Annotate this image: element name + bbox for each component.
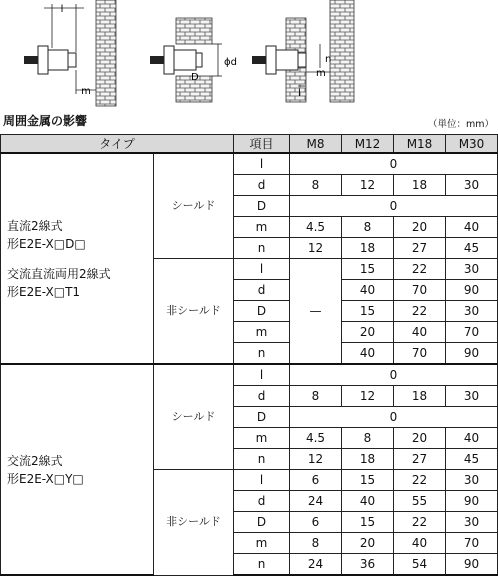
item-cell: d <box>234 386 290 407</box>
diagram-sensor-wall-distance <box>24 0 116 106</box>
value-cell: 22 <box>394 259 446 280</box>
value-cell: 30 <box>446 470 498 491</box>
value-cell: 4.5 <box>290 428 342 449</box>
diagram-side-and-front-metal <box>252 0 354 102</box>
item-cell: n <box>234 238 290 259</box>
value-cell: 24 <box>290 491 342 512</box>
value-cell: 18 <box>394 386 446 407</box>
table-row <box>1 153 498 175</box>
value-cell: 20 <box>394 428 446 449</box>
value-cell: 8 <box>342 428 394 449</box>
unit-note: （単位：mm） <box>427 119 494 130</box>
value-cell: 8 <box>342 217 394 238</box>
value-cell: 27 <box>394 449 446 470</box>
value-cell: 30 <box>446 175 498 196</box>
item-cell: d <box>234 491 290 512</box>
value-cell: 8 <box>290 533 342 554</box>
item-cell: d <box>234 175 290 196</box>
group-name-cell <box>1 153 154 364</box>
value-cell: 40 <box>394 322 446 343</box>
group-name-line <box>7 253 153 265</box>
group-name-cell <box>1 364 154 575</box>
item-cell: m <box>234 217 290 238</box>
value-cell: 4.5 <box>290 217 342 238</box>
value-cell: 40 <box>446 428 498 449</box>
value-cell: 12 <box>342 386 394 407</box>
item-cell: m <box>234 533 290 554</box>
fig3-label-n: n <box>325 54 332 65</box>
value-cell-span: 0 <box>290 407 498 428</box>
header-item: 項目 <box>234 135 290 154</box>
value-cell: 20 <box>342 533 394 554</box>
diagram-mounting-hole <box>150 18 237 102</box>
value-cell: 22 <box>394 301 446 322</box>
value-cell: 22 <box>394 470 446 491</box>
group-name-line: 直流2線式 <box>7 218 63 233</box>
value-cell: 15 <box>342 512 394 533</box>
value-cell: 6 <box>290 512 342 533</box>
value-cell-na: — <box>290 259 342 365</box>
value-cell: 70 <box>394 343 446 365</box>
item-cell: D <box>234 512 290 533</box>
value-cell: 18 <box>342 238 394 259</box>
header-m12: M12 <box>342 135 394 154</box>
value-cell: 90 <box>446 491 498 512</box>
value-cell: 40 <box>342 280 394 301</box>
header-m8: M8 <box>290 135 342 154</box>
item-cell: D <box>234 407 290 428</box>
item-cell: n <box>234 343 290 365</box>
value-cell: 18 <box>342 449 394 470</box>
fig3-label-m: m <box>316 68 326 79</box>
fig3-label-l: l <box>298 88 301 99</box>
value-cell: 8 <box>290 175 342 196</box>
value-cell: 12 <box>290 449 342 470</box>
fig1-label-l: l <box>60 4 64 15</box>
item-cell: D <box>234 301 290 322</box>
value-cell: 40 <box>342 343 394 365</box>
value-cell: 12 <box>342 175 394 196</box>
item-cell: n <box>234 449 290 470</box>
value-cell: 15 <box>342 301 394 322</box>
item-cell: n <box>234 554 290 576</box>
value-cell: 54 <box>394 554 446 576</box>
value-cell: 15 <box>342 259 394 280</box>
item-cell: D <box>234 196 290 217</box>
subtype-cell: シールド <box>154 153 234 259</box>
table-header-row <box>1 135 498 154</box>
item-cell: l <box>234 470 290 491</box>
group-name-line: 交流直流両用2線式 <box>7 266 111 281</box>
group-name-line: 形E2E-X□D□ <box>7 236 86 251</box>
value-cell-span: 0 <box>290 153 498 175</box>
value-cell: 8 <box>290 386 342 407</box>
item-cell: l <box>234 153 290 175</box>
table-row <box>1 364 498 386</box>
fig1-label-m: m <box>81 86 91 97</box>
subtype-cell: 非シールド <box>154 259 234 365</box>
value-cell-span: 0 <box>290 364 498 386</box>
group-name-line: 交流2線式 <box>7 453 63 468</box>
item-cell: d <box>234 280 290 301</box>
value-cell: 70 <box>446 533 498 554</box>
value-cell: 40 <box>342 491 394 512</box>
value-cell: 30 <box>446 512 498 533</box>
value-cell: 20 <box>394 217 446 238</box>
value-cell: 90 <box>446 280 498 301</box>
value-cell: 18 <box>394 175 446 196</box>
value-cell: 40 <box>446 217 498 238</box>
fig2-label-D: D <box>191 72 199 83</box>
fig2-label-phi-d: ϕd <box>224 57 237 68</box>
value-cell: 45 <box>446 449 498 470</box>
value-cell: 12 <box>290 238 342 259</box>
value-cell: 6 <box>290 470 342 491</box>
value-cell: 22 <box>394 512 446 533</box>
value-cell: 30 <box>446 386 498 407</box>
item-cell: l <box>234 364 290 386</box>
item-cell: l <box>234 259 290 280</box>
value-cell: 90 <box>446 554 498 576</box>
item-cell: m <box>234 428 290 449</box>
value-cell: 45 <box>446 238 498 259</box>
subtype-cell: 非シールド <box>154 470 234 576</box>
value-cell-span: 0 <box>290 196 498 217</box>
value-cell: 70 <box>394 280 446 301</box>
header-type: タイプ <box>1 135 234 154</box>
value-cell: 70 <box>446 322 498 343</box>
item-cell: m <box>234 322 290 343</box>
value-cell: 36 <box>342 554 394 576</box>
metal-influence-table <box>0 134 498 576</box>
header-m30: M30 <box>446 135 498 154</box>
group-name-line: 形E2E-X□T1 <box>7 284 81 299</box>
value-cell: 30 <box>446 301 498 322</box>
value-cell: 30 <box>446 259 498 280</box>
metal-influence-diagrams <box>0 0 498 108</box>
value-cell: 27 <box>394 238 446 259</box>
value-cell: 55 <box>394 491 446 512</box>
value-cell: 40 <box>394 533 446 554</box>
group-name-line: 形E2E-X□Y□ <box>7 471 84 486</box>
value-cell: 15 <box>342 470 394 491</box>
section-title: 周囲金属の影響 <box>3 114 88 128</box>
table-body <box>1 135 498 576</box>
value-cell: 20 <box>342 322 394 343</box>
header-m18: M18 <box>394 135 446 154</box>
value-cell: 90 <box>446 343 498 365</box>
subtype-cell: シールド <box>154 364 234 470</box>
value-cell: 24 <box>290 554 342 576</box>
